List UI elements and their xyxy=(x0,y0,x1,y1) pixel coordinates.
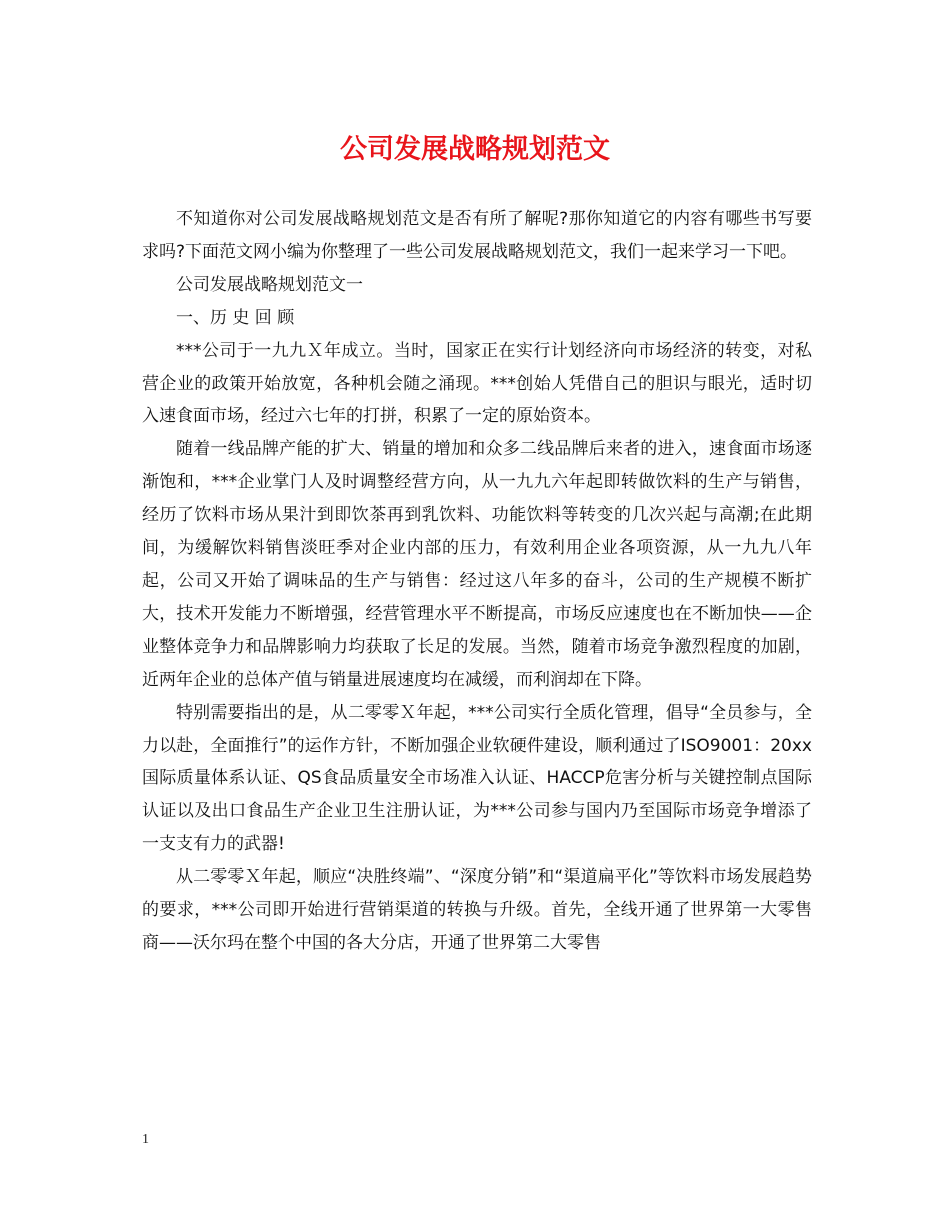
subsection-heading: 一、历 史 回 顾 xyxy=(176,307,295,328)
paragraph-intro: 不知道你对公司发展战略规划范文是否有所了解呢?那你知道它的内容有哪些书写要求吗?下面范文网小编为你整理了一些公司发展战略规划范文，我们一起来学习一下吧。 xyxy=(142,209,812,262)
paragraph: ***公司于一九九Ｘ年成立。当时，国家正在实行计划经济向市场经济的转变，对私营企业的政策开始放宽，各种机会随之涌现。***创始人凭借自己的胆识与眼光，适时切入速食面市场，经过六七年的打拼，积累了一定的原始资本。 xyxy=(142,340,812,427)
paragraph: 随着一线品牌产能的扩大、销量的增加和众多二线品牌后来者的进入，速食面市场逐渐饱和，***企业掌门人及时调整经营方向，从一九九六年起即转做饮料的生产与销售，经历了饮料市场从果汁到即饮茶再到乳饮料、功能饮料等转变的几次兴起与高潮;在此期间，为缓解饮料销售淡旺季对企业内部的压力，有效利用企业各项资源，从一九九八年起，公司又开始了调味品的生产与销售：经过这八年多的奋斗，公司的生产规模不断扩大，技术开发能力不断增强，经营管理水平不断提高，市场反应速度也在不断加快——企业整体竞争力和品牌影响力均获取了长足的发展。当然，随着市场竞争激烈程度的加剧，近两年企业的总体产值与销量进展速度均在减缓，而利润却在下降。 xyxy=(142,439,812,690)
document-body xyxy=(142,203,812,960)
section-heading: 公司发展战略规划范文一 xyxy=(176,274,363,295)
document-title: 公司发展战略规划范文 xyxy=(340,134,610,165)
paragraph: 特别需要指出的是，从二零零Ｘ年起，***公司实行全质化管理，倡导“全员参与，全力以赴，全面推行”的运作方针，不断加强企业软硬件建设，顺利通过了ISO9001：20xx国际质量体系认证、QS食品质量安全市场准入认证、HACCP危害分析与关键控制点国际认证以及出口食品生产企业卫生注册认证，为***公司参与国内乃至国际市场竞争增添了一支支有力的武器! xyxy=(142,702,812,855)
paragraph: 从二零零Ｘ年起，顺应“决胜终端”、“深度分销”和“渠道扁平化”等饮料市场发展趋势的要求，***公司即开始进行营销渠道的转换与升级。首先，全线开通了世界第一大零售商——沃尔玛在整个中国的各大分店，开通了世界第二大零售 xyxy=(142,867,812,953)
page-number: 1 xyxy=(142,1132,149,1147)
